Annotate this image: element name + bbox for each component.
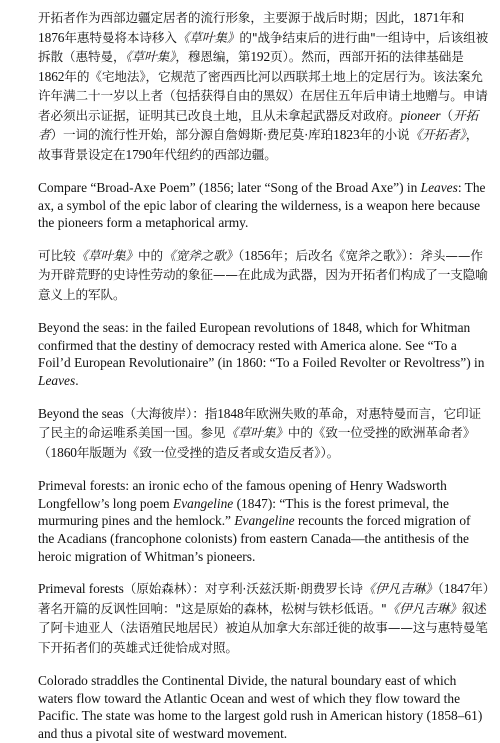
paragraph-en-colorado [38, 672, 490, 742]
text-span: recounts the forced migration of the Acadians (francophone colonists) from eastern Canada—the antithesis of the heroic migration of Whitman’s pioneers. [38, 513, 471, 564]
text-span: Primeval forests: an ironic echo of the famous opening of Henry Wadsworth Longfellow’s long poem [38, 478, 447, 511]
text-span: （ [440, 107, 454, 123]
paragraph-gap [38, 657, 490, 672]
text-span: 可比较 [38, 247, 76, 263]
text-span: 年的小说 [359, 127, 410, 142]
term-span: pioneer [400, 107, 441, 123]
paragraph-en-beyond-seas [38, 319, 490, 389]
term-span: 开拓者 [38, 107, 479, 142]
year-span: 1847 [443, 581, 471, 597]
paragraph-en-broad-axe [38, 179, 490, 232]
paragraph-gap [38, 390, 490, 404]
text-span: ，故事背景设定在 [38, 127, 479, 162]
text-span: ）一词的流行性开始，部分源自詹姆斯·费尼莫·库珀 [50, 127, 334, 142]
year-span: 1823 [333, 127, 360, 142]
poem-title-span: Evangeline [173, 495, 234, 511]
year-span: 1856 [244, 247, 271, 263]
year-span: 1848 [217, 405, 244, 421]
book-title-span: Leaves [420, 180, 458, 195]
poem-title-span: 《伊凡吉琳》 [386, 600, 462, 616]
year-span: 1860 [50, 444, 77, 460]
paragraph-gap [38, 462, 490, 477]
year-span: 1871 [412, 10, 440, 25]
text-span: 中的《致一位受挫的欧洲革命者》（ [38, 425, 476, 460]
text-span: 年代纽约的西部边疆。 [151, 146, 277, 162]
book-title-span: 《草叶集》 [125, 49, 176, 64]
page-number-span: 192 [250, 49, 271, 64]
text-span: （大海彼岸）：指 [123, 405, 218, 421]
text-span: 年和 [439, 10, 465, 25]
text-span: . [75, 373, 79, 389]
book-title-span: 《草叶集》 [176, 29, 240, 45]
text-span: Colorado straddles the Continental Divide, the natural boundary east of which waters flow toward the Atlantic Ocean and west of which they flow toward the Pacific. The state was home to the largest gold rush in American history (1858–61) and thus a pivotal site of westward movement. [38, 673, 483, 741]
text-span: （ [437, 581, 444, 597]
paragraph-zh-broad-axe [38, 246, 490, 305]
paragraph-zh-beyond-seas [38, 404, 490, 463]
term-span: Primeval forests [38, 581, 124, 597]
year-span: 1862 [38, 68, 65, 84]
text-span: 叙述了阿卡迪亚人（法语殖民地居民）被迫从加拿大东部迁徙的故事——这与惠特曼笔下开拓者们的英雄式迁徙恰成对照。 [38, 600, 488, 655]
text-span: 年欧洲失败的革命，对惠特曼而言，它印证了民主的命运唯系美国一国。参见 [38, 405, 481, 441]
paragraph-gap [38, 232, 490, 246]
text-span: （原始森林）：对亨利·沃兹沃斯·朗费罗长诗 [123, 581, 363, 597]
text-span: 中的 [137, 247, 163, 263]
paragraph-zh-pioneer-origins [38, 8, 490, 164]
year-span: 1876 [38, 29, 65, 45]
text-span: ，穆恩编，第 [175, 49, 251, 64]
year-span: 1790 [125, 146, 152, 162]
text-span: （ [237, 247, 245, 263]
book-title-span: 《草叶集》 [75, 247, 138, 263]
text-span: 页）。然而，西部开拓的法律基础是 [270, 49, 464, 64]
text-span: Compare “Broad-Axe Poem” (1856; later “Song of the Broad Axe”) in [38, 180, 421, 195]
text-span: 年惠特曼将本诗移入 [64, 29, 177, 45]
paragraph-en-primeval-forests [38, 477, 490, 565]
book-title-span: 《开拓者》 [409, 127, 466, 142]
text-span: 年版题为《致一位受挫的造反者或女造反者》）。 [76, 444, 340, 460]
text-span: 年）著名开篇的反讽性回响："这是原始的森林，松树与铁杉低语。" [38, 581, 489, 616]
poem-title-span: 《宽斧之歌》 [162, 247, 238, 263]
paragraph-gap [38, 304, 490, 319]
poem-title-span: Evangeline [234, 513, 295, 529]
book-title-span: Leaves [38, 373, 76, 389]
text-span: (1847): “This is the forest primeval, the murmuring pines and the hemlock.” [38, 495, 449, 529]
text-span: 开拓者作为西部边疆定居者的流行形象，主要源于战后时期；因此， [38, 10, 413, 25]
book-title-span: 《草叶集》 [225, 425, 288, 441]
paragraph-gap [38, 164, 490, 179]
term-span: Beyond the seas [38, 405, 124, 421]
poem-title-span: 《伊凡吉琳》 [362, 581, 438, 597]
text-span: Beyond the seas: in the failed European revolutions of 1848, which for Whitman confirmed that the destiny of democracy rested with America alone. See “To a Foil’d European Revolutionaire” (in 1860: “To a Foiled Revolter or Revoltress”) in [38, 320, 485, 371]
paragraph-gap [38, 565, 490, 579]
text-span: 年的《宅地法》，它规范了密西西比河以西联邦土地上的定居行为。该法案允许年满二十一岁以上者（包括获得自由的黑奴）在居住五年后申请土地赠与。申请者必须出示证据，证明其已改良土地，且从未拿起武器反对政府。 [38, 68, 488, 123]
paragraph-zh-primeval-forests [38, 579, 490, 657]
text-span: 年；后改名《宽斧之歌》）：斧头——作为开辟荒野的史诗性劳动的象征——在此成为武器，因为开拓者们构成了一支隐喻意义上的军队。 [38, 247, 488, 302]
text-span: : The ax, a symbol of the epic labor of clearing the wilderness, is a weapon here because the pioneers form a metaphorical army. [38, 180, 486, 231]
text-span: 的"战争结束后的进行曲"一组诗中，后该组被拆散（惠特曼， [38, 29, 489, 64]
